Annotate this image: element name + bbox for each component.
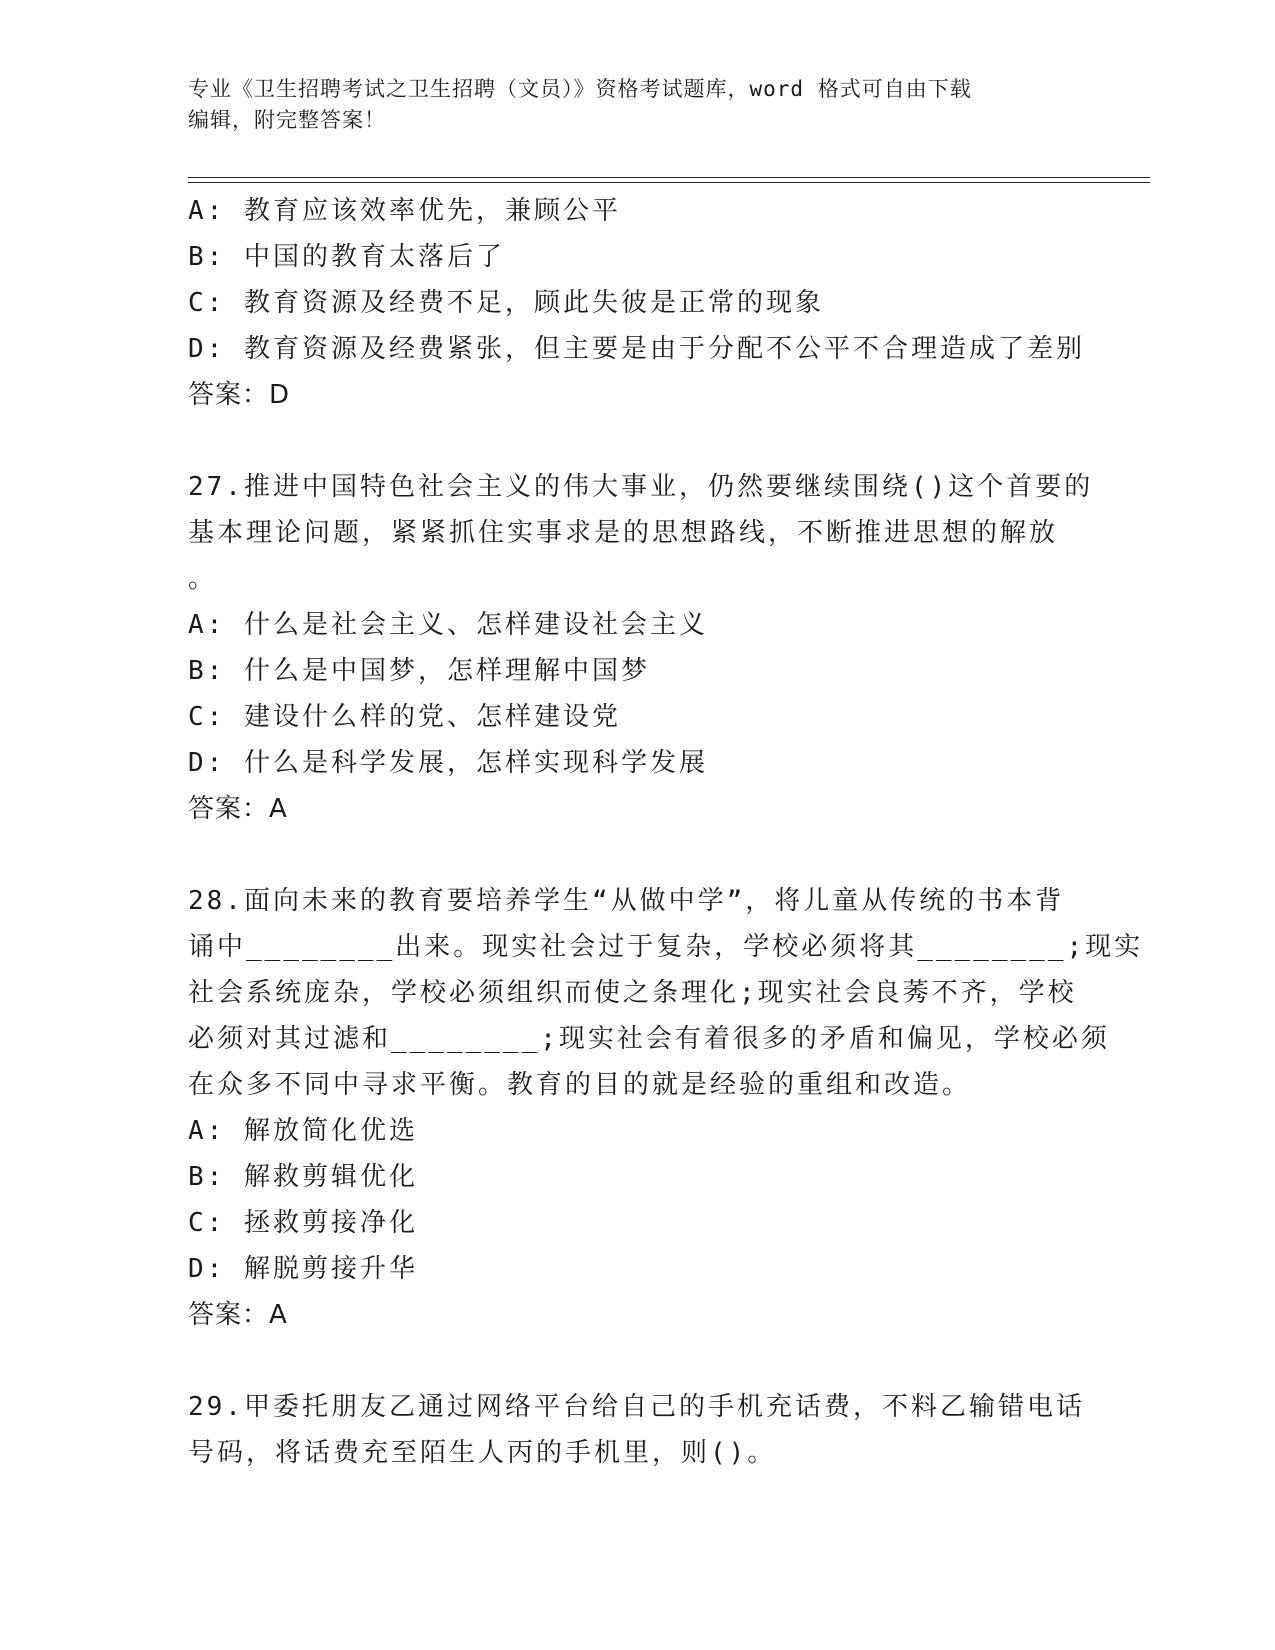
question-text-line: 诵中________出来。现实社会过于复杂，学校必须将其________;现实	[188, 932, 1144, 962]
option-b: B: 什么是中国梦，怎样理解中国梦	[188, 656, 650, 686]
question-text-line: 社会系统庞杂，学校必须组织而使之条理化;现实社会良莠不齐，学校	[188, 978, 1077, 1008]
answer: 答案：A	[188, 1300, 288, 1330]
option-b: B: 中国的教育太落后了	[188, 242, 505, 272]
header-line-2: 编辑，附完整答案！	[188, 108, 386, 132]
question-28	[188, 878, 1144, 1338]
document-header	[188, 74, 1088, 136]
spacer	[188, 832, 1088, 878]
option-c: C: 拯救剪接净化	[188, 1208, 418, 1238]
header-line-1: 专业《卫生招聘考试之卫生招聘（文员）》资格考试题库，word 格式可自由下载	[188, 77, 972, 101]
option-b: B: 解救剪辑优化	[188, 1162, 418, 1192]
question-27	[188, 464, 1094, 832]
spacer	[188, 418, 1088, 464]
option-a: A: 解放简化优选	[188, 1116, 418, 1146]
option-c: C: 建设什么样的党、怎样建设党	[188, 702, 621, 732]
question-text-line: 在众多不同中寻求平衡。教育的目的就是经验的重组和改造。	[188, 1070, 972, 1100]
option-c: C: 教育资源及经费不足，顾此失彼是正常的现象	[188, 288, 824, 318]
header-divider	[188, 177, 1150, 183]
option-d: D: 解脱剪接升华	[188, 1254, 418, 1284]
question-26	[188, 188, 1088, 418]
question-text-line: 号码，将话费充至陌生人丙的手机里，则()。	[188, 1438, 777, 1468]
answer: 答案：A	[188, 794, 288, 824]
question-text-line: 必须对其过滤和________;现实社会有着很多的矛盾和偏见，学校必须	[188, 1024, 1110, 1054]
question-text-line: 29.甲委托朋友乙通过网络平台给自己的手机充话费，不料乙输错电话	[188, 1392, 1085, 1422]
question-text-line: 27.推进中国特色社会主义的伟大事业，仍然要继续围绕()这个首要的	[188, 472, 1094, 502]
option-a: A: 什么是社会主义、怎样建设社会主义	[188, 610, 708, 640]
question-text-line: 基本理论问题，紧紧抓住实事求是的思想路线，不断推进思想的解放	[188, 518, 1059, 548]
question-text-line: 。	[188, 564, 218, 594]
answer: 答案：D	[188, 380, 291, 410]
question-list	[188, 188, 1144, 1476]
question-29	[188, 1384, 1088, 1476]
option-d: D: 教育资源及经费紧张，但主要是由于分配不公平不合理造成了差别	[188, 334, 1085, 364]
spacer	[188, 1338, 1088, 1384]
question-text-line: 28.面向未来的教育要培养学生“从做中学”，将儿童从传统的书本背	[188, 886, 1065, 916]
option-d: D: 什么是科学发展，怎样实现科学发展	[188, 748, 708, 778]
option-a: A: 教育应该效率优先，兼顾公平	[188, 196, 621, 226]
